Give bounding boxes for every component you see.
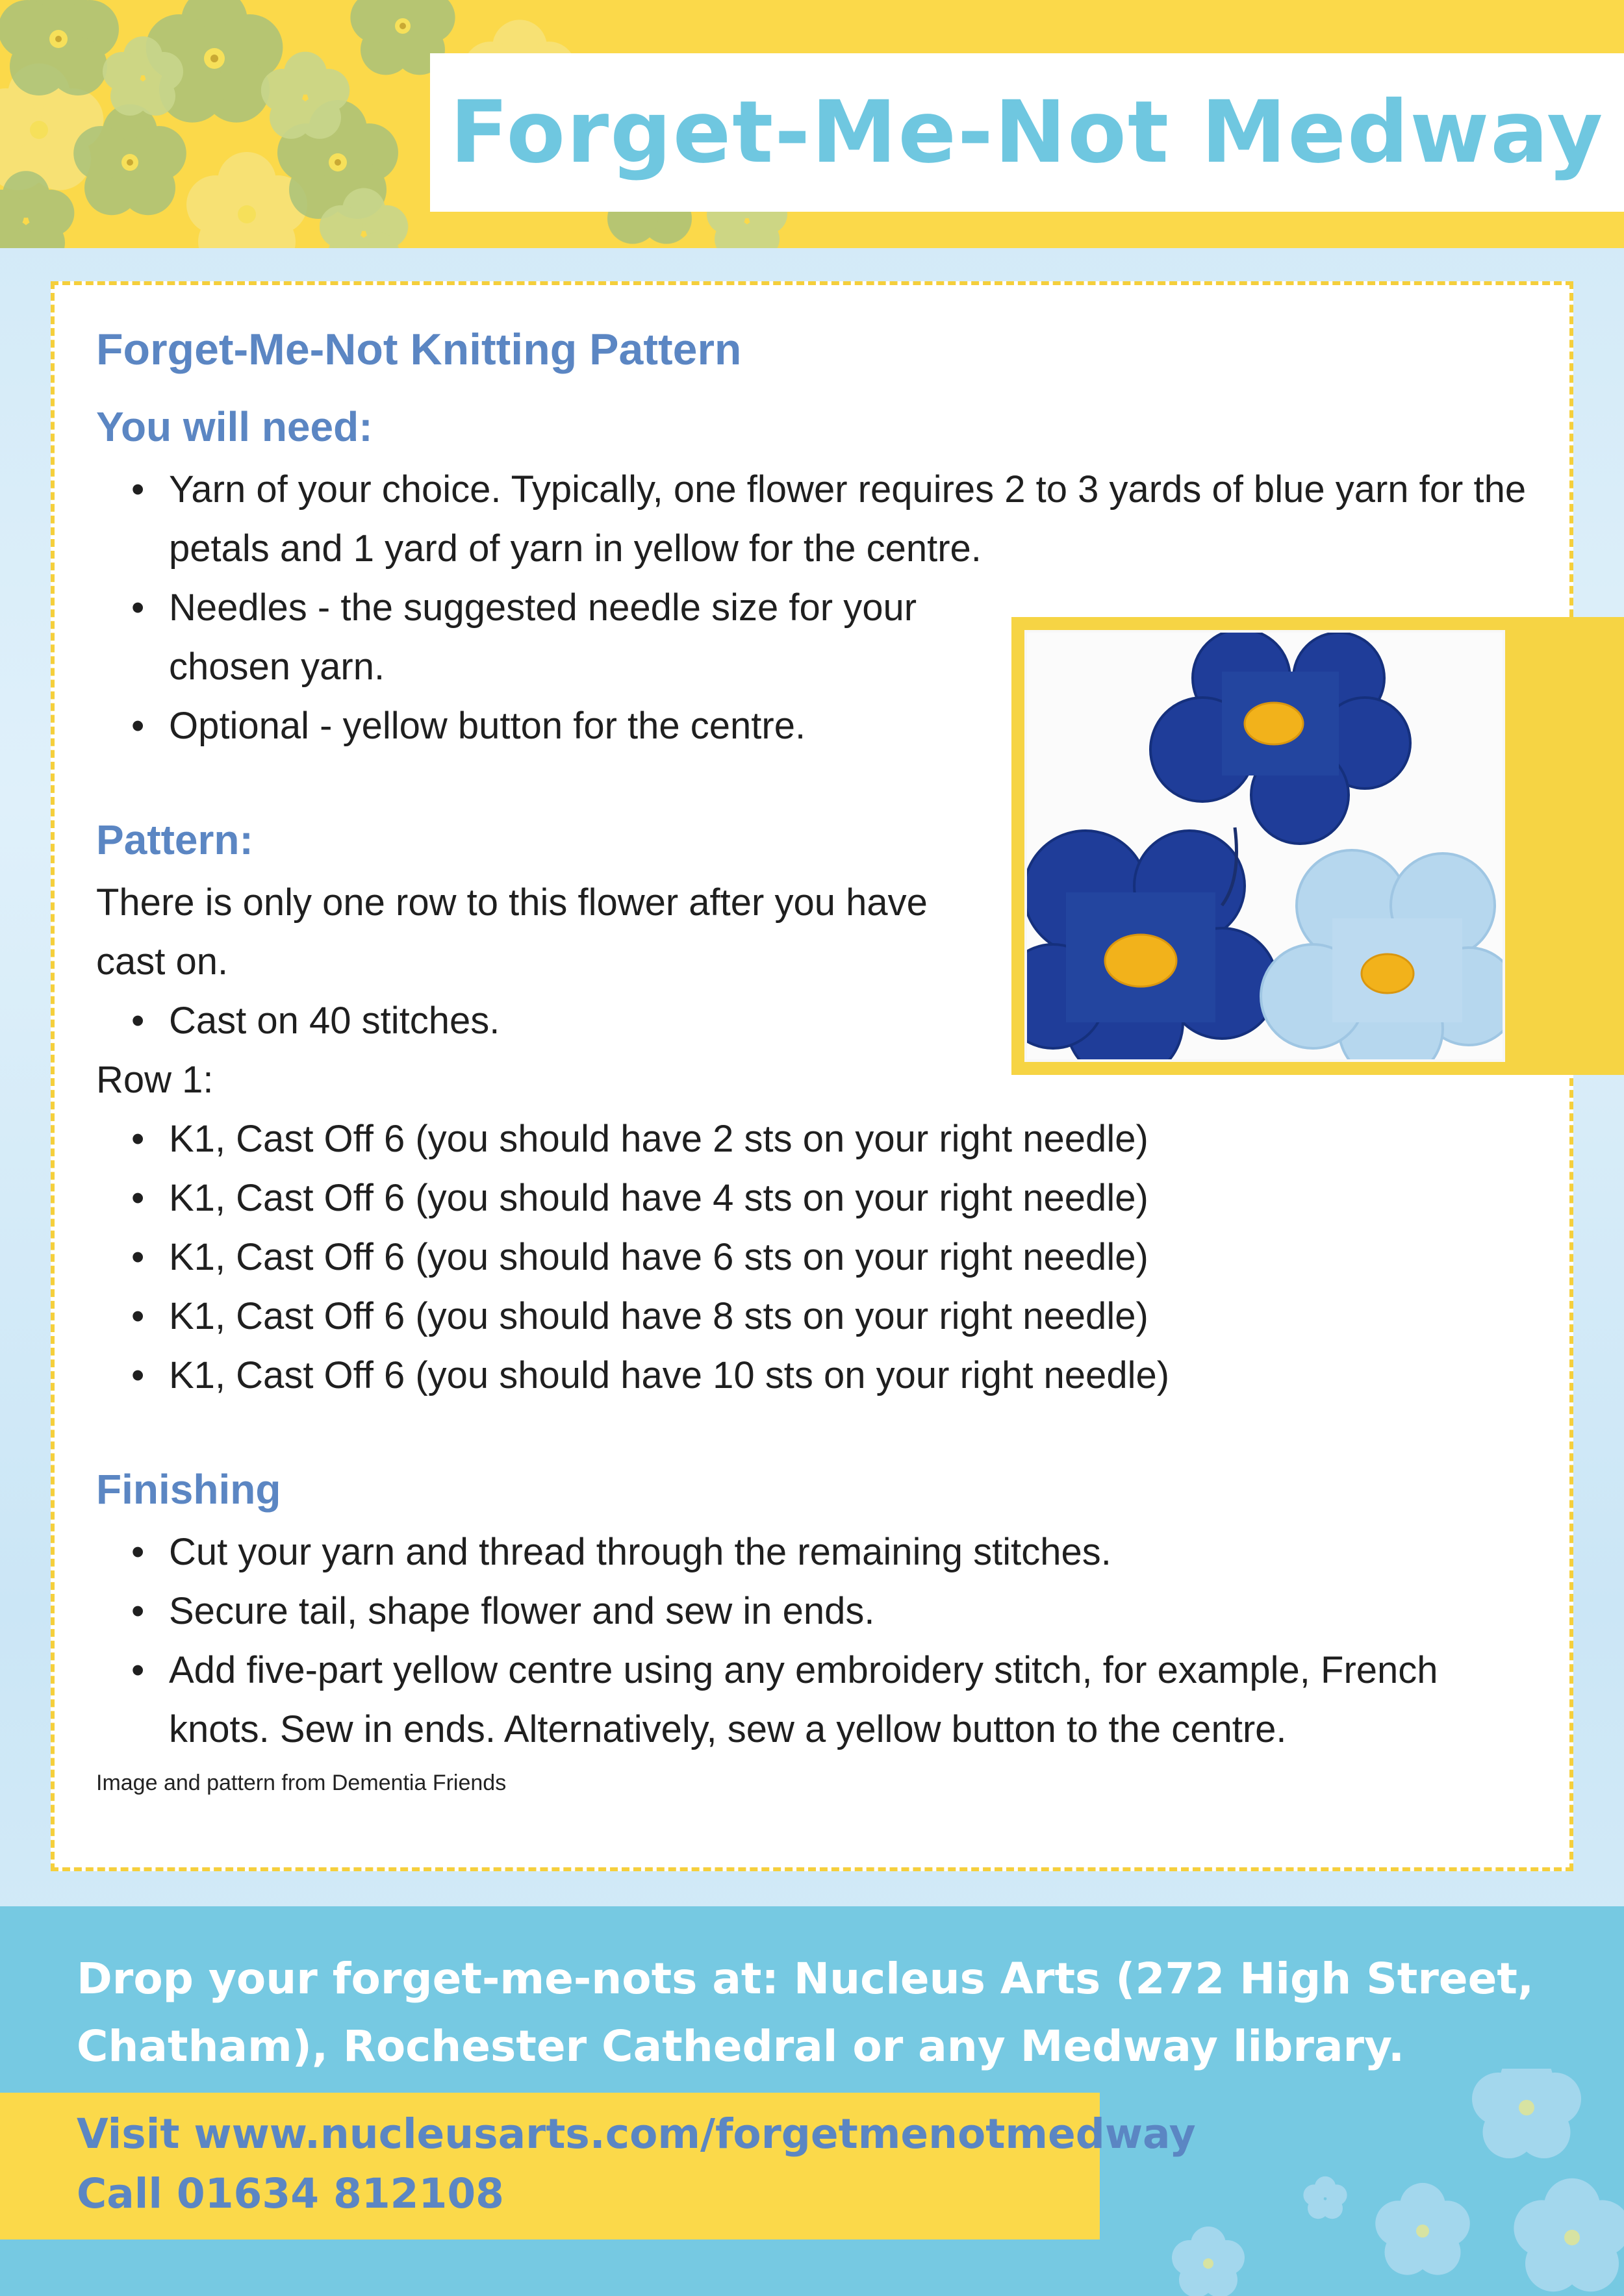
list-item: • Add five-part yellow centre using any embroidery stitch, for example, French knots. Sew in ends. Alternatively, sew a yellow button to the centre. — [169, 1641, 1530, 1759]
list-item: • K1, Cast Off 6 (you should have 2 sts on your right needle) — [169, 1109, 1530, 1168]
list-item: • Cast on 40 stitches. — [169, 991, 1530, 1050]
list-item: • K1, Cast Off 6 (you should have 6 sts on your right needle) — [169, 1228, 1530, 1287]
knitted-flowers-photo — [1024, 630, 1505, 1062]
list-item: • K1, Cast Off 6 (you should have 8 sts on your right needle) — [169, 1287, 1530, 1346]
list-item: • Cut your yarn and thread through the remaining stitches. — [169, 1522, 1530, 1582]
contact-box — [0, 2093, 1196, 2239]
call-number: Call 01634 812108 — [77, 2170, 504, 2217]
pattern-card — [51, 281, 1573, 1871]
footer-band — [0, 1906, 1624, 2296]
pattern-heading: Forget-Me-Not Knitting Pattern — [96, 325, 742, 374]
you-will-need-heading: You will need: — [96, 403, 373, 451]
list-item: • Optional - yellow button for the centre. — [169, 696, 1033, 755]
contact-info — [77, 2104, 1196, 2224]
photo-frame — [1011, 617, 1624, 1075]
image-credit: Image and pattern from Dementia Friends — [96, 1770, 507, 1795]
list-item: • K1, Cast Off 6 (you should have 10 sts on your right needle) — [169, 1346, 1530, 1405]
finishing-list — [96, 1522, 1530, 1759]
page-title: Forget-Me-Not Medway — [450, 82, 1605, 183]
header-banner — [0, 0, 1624, 248]
row-instructions-list — [96, 1109, 1530, 1405]
list-item: • Secure tail, shape flower and sew in ends. — [169, 1582, 1530, 1641]
pattern-intro: There is only one row to this flower after you have cast on. — [96, 881, 928, 983]
knitted-flowers-image — [1027, 633, 1503, 1059]
list-item: • Yarn of your choice. Typically, one flower requires 2 to 3 yards of blue yarn for the petals and 1 yard of yarn in yellow for the centre. — [169, 460, 1530, 578]
list-item: • Needles - the suggested needle size for your chosen yarn. — [169, 578, 1033, 696]
drop-off-info: Drop your forget-me-nots at: Nucleus Arts (272 High Street, Chatham), Rochester Cathedral or any Medway library. — [77, 1954, 1534, 2071]
title-box — [430, 53, 1624, 212]
list-item: • K1, Cast Off 6 (you should have 4 sts on your right needle) — [169, 1168, 1530, 1228]
pattern-section-heading: Pattern: — [96, 816, 253, 863]
visit-link[interactable]: Visit www.nucleusarts.com/forgetmenotmedway — [77, 2110, 1196, 2158]
finishing-heading: Finishing — [96, 1465, 281, 1513]
row-label: Row 1: — [96, 1058, 214, 1101]
